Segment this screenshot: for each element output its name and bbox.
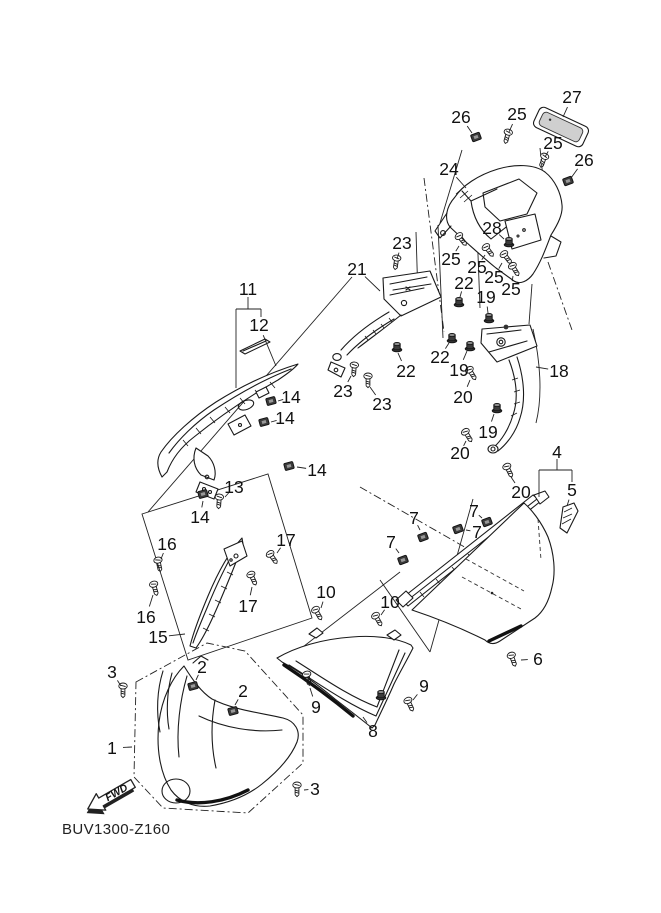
- callout-label-14: 14: [275, 408, 295, 428]
- part-15-inner-panel: [190, 538, 247, 648]
- callout-label-7: 7: [386, 532, 396, 552]
- callout-label-19: 19: [449, 360, 469, 380]
- callout-label-25: 25: [543, 133, 563, 153]
- clip-fastener-icon: [481, 517, 492, 527]
- callout-label-18: 18: [549, 361, 569, 381]
- callout-leader: [536, 367, 548, 369]
- callout-leader: [396, 549, 399, 553]
- screw-fastener-icon: [506, 651, 519, 668]
- screw-fastener-icon: [149, 580, 161, 596]
- callout-label-25: 25: [501, 279, 521, 299]
- callout-label-3: 3: [107, 662, 117, 682]
- callout-label-5: 5: [567, 480, 577, 500]
- callout-label-14: 14: [190, 507, 210, 527]
- callout-leader: [463, 351, 467, 360]
- callout-label-2: 2: [197, 657, 207, 677]
- callout-label-24: 24: [439, 159, 459, 179]
- callout-label-25: 25: [441, 249, 461, 269]
- clip-fastener-icon: [397, 555, 408, 565]
- clip-fastener-icon: [259, 417, 270, 426]
- screw-fastener-icon: [391, 254, 401, 270]
- part-4-rear-side-cover: [396, 491, 578, 644]
- callout-leader: [365, 277, 380, 291]
- part-21-left-bracket: [328, 271, 441, 377]
- callout-label-14: 14: [307, 460, 327, 480]
- callout-label-22: 22: [454, 273, 474, 293]
- callout-label-27: 27: [562, 87, 582, 107]
- clip-fastener-icon: [284, 461, 295, 470]
- clip-fastener-icon: [266, 396, 277, 405]
- callout-label-9: 9: [311, 697, 321, 717]
- nut-fastener-icon: [465, 341, 475, 350]
- callout-label-20: 20: [511, 482, 531, 502]
- callout-label-4: 4: [552, 442, 562, 462]
- screw-fastener-icon: [349, 362, 358, 377]
- callout-leader: [413, 694, 417, 700]
- callout-label-2: 2: [238, 681, 248, 701]
- callout-label-8: 8: [368, 721, 378, 741]
- part-8-side-panel: [277, 628, 413, 728]
- callout-leader: [250, 587, 252, 595]
- callout-label-13: 13: [224, 477, 244, 497]
- callout-label-7: 7: [472, 522, 482, 542]
- callout-label-15: 15: [148, 627, 168, 647]
- callout-label-20: 20: [450, 443, 470, 463]
- callout-label-1: 1: [107, 738, 117, 758]
- nut-fastener-icon: [492, 403, 502, 412]
- nut-fastener-icon: [376, 690, 386, 699]
- clip-fastener-icon: [452, 524, 463, 534]
- part-1-front-panel: [158, 656, 299, 806]
- callout-leader: [466, 530, 470, 531]
- callout-leader: [487, 307, 488, 313]
- fwd-direction-arrow: [81, 775, 140, 822]
- callout-label-14: 14: [281, 387, 301, 407]
- screw-fastener-icon: [364, 373, 372, 388]
- callout-leader: [321, 602, 323, 608]
- callout-label-23: 23: [392, 233, 412, 253]
- callout-label-6: 6: [533, 649, 543, 669]
- callout-leader: [149, 595, 153, 607]
- callout-label-19: 19: [478, 422, 498, 442]
- screw-fastener-icon: [153, 556, 164, 572]
- callout-label-25: 25: [467, 257, 487, 277]
- callout-label-23: 23: [372, 394, 392, 414]
- callout-label-12: 12: [249, 315, 269, 335]
- callout-label-22: 22: [396, 361, 416, 381]
- callout-label-10: 10: [380, 592, 400, 612]
- screw-fastener-icon: [537, 152, 550, 169]
- callout-label-19: 19: [476, 287, 496, 307]
- callout-label-16: 16: [157, 534, 177, 554]
- nut-fastener-icon: [454, 297, 464, 306]
- callout-label-26: 26: [574, 150, 594, 170]
- screw-fastener-icon: [502, 462, 516, 479]
- nut-fastener-icon: [392, 342, 402, 351]
- callout-label-28: 28: [482, 218, 502, 238]
- screw-fastener-icon: [370, 611, 385, 628]
- callout-leader: [479, 515, 482, 518]
- callout-label-21: 21: [347, 259, 367, 279]
- screw-fastener-icon: [501, 128, 513, 144]
- callout-label-9: 9: [419, 676, 429, 696]
- callout-leader: [297, 467, 306, 468]
- callout-leader: [310, 688, 313, 697]
- nut-fastener-icon: [447, 333, 457, 342]
- callout-leader: [263, 335, 276, 366]
- callout-leader: [398, 353, 402, 361]
- screw-fastener-icon: [310, 605, 325, 622]
- callout-label-17: 17: [238, 596, 258, 616]
- callout-leader: [467, 380, 470, 387]
- nut-fastener-icon: [484, 313, 494, 322]
- screw-fastener-icon: [293, 782, 301, 797]
- screw-fastener-icon: [214, 494, 223, 509]
- callout-label-22: 22: [430, 347, 450, 367]
- callout-label-3: 3: [310, 779, 320, 799]
- callout-label-7: 7: [409, 508, 419, 528]
- screw-fastener-icon: [460, 427, 475, 444]
- callout-label-25: 25: [484, 267, 504, 287]
- callout-label-25: 25: [507, 104, 527, 124]
- callout-label-26: 26: [451, 107, 471, 127]
- callout-label-17: 17: [276, 530, 296, 550]
- callout-label-7: 7: [469, 501, 479, 521]
- callout-label-10: 10: [316, 582, 336, 602]
- diagram-code: BUV1300-Z160: [62, 821, 171, 838]
- callout-leader: [467, 126, 472, 133]
- callout-label-23: 23: [333, 381, 353, 401]
- screw-fastener-icon: [246, 570, 260, 587]
- part-5-trim-strip: [560, 503, 578, 533]
- callout-leader: [491, 414, 494, 422]
- fwd-label: FWD: [103, 781, 130, 805]
- clip-fastener-icon: [417, 532, 428, 542]
- callout-label-20: 20: [453, 387, 473, 407]
- callout-label-16: 16: [136, 607, 156, 627]
- callout-label-11: 11: [238, 279, 258, 299]
- callout-leader: [571, 169, 578, 178]
- callout-leader: [169, 634, 185, 636]
- nut-fastener-icon: [504, 237, 514, 246]
- callout-leader: [563, 107, 567, 117]
- clip-fastener-icon: [470, 132, 481, 142]
